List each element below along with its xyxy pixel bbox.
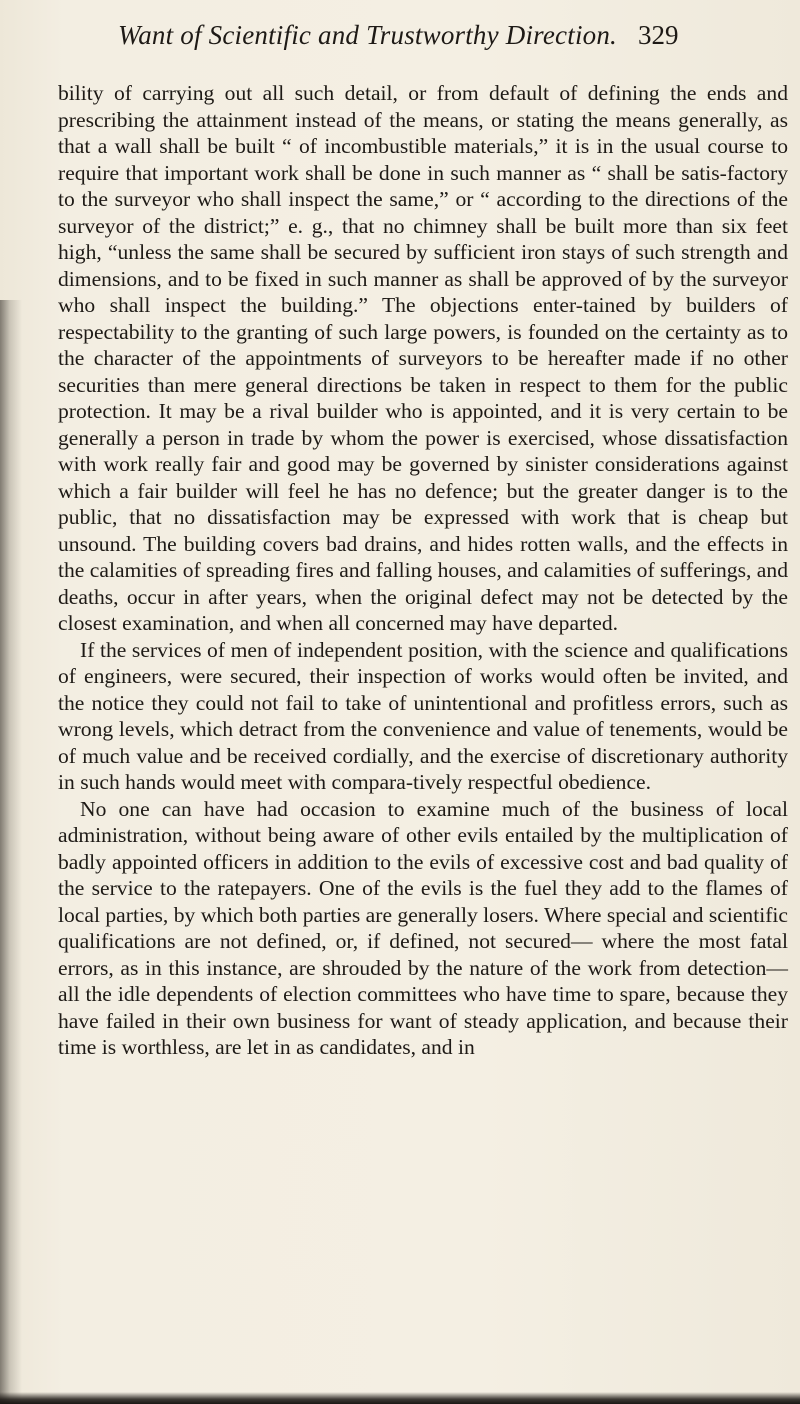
binding-gutter-shadow: [0, 300, 22, 1404]
running-head: [118, 16, 800, 60]
paragraph-2: If the services of men of independent position, with the science and qualifications of engineers, were secured, their inspection of works would often be invited, and the notice they could not fail to take of unintentional and profitless errors, such as wrong levels, which detract from the convenience and value of tenements, would be of much value and be received cordially, and the exercise of discretionary authority in such hands would meet with compara-tively respectful obedience.: [58, 637, 788, 794]
paragraph-1: bility of carrying out all such detail, or from default of defining the ends and prescribing the attainment instead of the means, or stating the means generally, as that a wall shall be built “ of incombustible materials,” it is in the usual course to require that important work shall be done in such manner as “ shall be satis-factory to the surveyor who shall inspect the same,” or “ according to the directions of the surveyor of the district;” e. g., that no chimney shall be built more than six feet high, “unless the same shall be secured by sufficient iron stays of such strength and dimensions, and to be fixed in such manner as shall be approved of by the surveyor who shall inspect the building.” The objections enter-tained by builders of respectability to the granting of such large powers, is founded on the certainty as to the character of the appointments of surveyors to be hereafter made if no other securities than mere general directions be taken in respect to them for the public protection. It may be a rival builder who is appointed, and it is very certain to be generally a person in trade by whom the power is exercised, whose dissatisfaction with work really fair and good may be governed by sinister considerations against which a fair builder will feel he has no defence; but the greater danger is to the public, that no dissatisfaction may be expressed with work that is cheap but unsound. The building covers bad drains, and hides rotten walls, and the effects in the calamities of spreading fires and falling houses, and calamities of sufferings, and deaths, occur in after years, when the original defect may not be detected by the closest examination, and when all concerned may have departed.: [58, 81, 788, 635]
running-title: Want of Scientific and Trustworthy Direction.: [118, 20, 617, 50]
body-text: [58, 80, 788, 1061]
paragraph-3: No one can have had occasion to examine much of the business of local administration, without being aware of other evils entailed by the multiplication of badly appointed officers in addition to the evils of excessive cost and bad quality of the service to the ratepayers. One of the evils is the fuel they add to the flames of local parties, by which both parties are generally losers. Where special and scientific qualifications are not defined, or, if defined, not secured— where the most fatal errors, as in this instance, are shrouded by the nature of the work from detection—all the idle dependents of election committees who have time to spare, because they have failed in their own business for want of steady application, and because their time is worthless, are let in as candidates, and in: [58, 796, 788, 1059]
page-bottom-edge: [0, 1392, 800, 1404]
page-number: 329: [638, 20, 679, 50]
